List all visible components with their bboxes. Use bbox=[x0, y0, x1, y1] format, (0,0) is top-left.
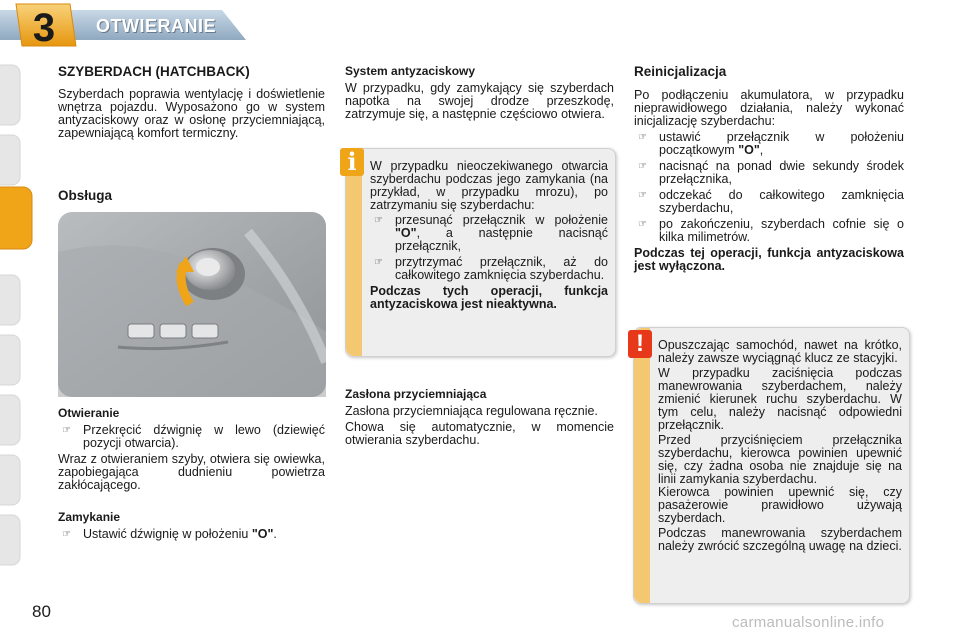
info-step-1: ☞ przesunąć przełącznik w położenie "O", a następnie nacisnąć przełącznik, bbox=[374, 213, 608, 253]
zamykanie-step: ☞ Ustawić dźwignię w położeniu "O". bbox=[62, 527, 277, 541]
otwieranie-text: Wraz z otwieraniem szyby, otwiera się owiewka, zapobiegająca dudnieniu powietrza zakłócającego. bbox=[58, 452, 325, 492]
system-title: System antyzaciskowy bbox=[345, 64, 476, 78]
otwieranie-step: ☞ Przekręcić dźwignię w lewo (dziewięć pozycji otwarcia). bbox=[62, 423, 325, 450]
reinit-step-2: ☞ nacisnąć na ponad dwie sekundy środek przełącznika, bbox=[638, 159, 904, 186]
reinit-step-3: ☞ odczekać do całkowitego zamknięcia szyberdachu, bbox=[638, 188, 904, 215]
section-title: SZYBERDACH (HATCHBACK) bbox=[58, 64, 250, 79]
warning-p4: Kierowca powinien upewnić się, czy pasażerowie prawidłowo używają szyberdach. bbox=[658, 485, 902, 525]
bullet-icon: ☞ bbox=[374, 257, 383, 268]
warning-p5: Podczas manewrowania szyberdachem należy zwrócić szczególną uwagę na dzieci. bbox=[658, 526, 902, 553]
bullet-icon: ☞ bbox=[638, 161, 647, 172]
bullet-icon: ☞ bbox=[638, 190, 647, 201]
bullet-icon: ☞ bbox=[638, 132, 647, 143]
reinit-step-1: ☞ ustawić przełącznik w położeniu początkowym "O", bbox=[638, 130, 904, 157]
reinit-note: Podczas tej operacji, funkcja antyzaciskowa jest wyłączona. bbox=[634, 246, 904, 273]
reinit-step-4: ☞ po zakończeniu, szyberdach cofnie się o kilka milimetrów. bbox=[638, 217, 904, 244]
info-step-2: ☞ przytrzymać przełącznik, aż do całkowitego zamknięcia szyberdachu. bbox=[374, 255, 608, 282]
intro-text: Szyberdach poprawia wentylację i doświetlenie wnętrza pojazdu. Wyposażono go w system antyzaciskowy oraz w osłonę przyciemniającą, zapewniającą komfort termiczny. bbox=[58, 87, 325, 140]
warning-p3: Przed przyciśnięciem przełącznika szyberdachu, kierowca powinien upewnić się, czy żadna osoba nie znajduje się na linii zamykania szyberdachu. bbox=[658, 433, 902, 486]
bullet-icon: ☞ bbox=[62, 529, 71, 540]
bullet-icon: ☞ bbox=[638, 219, 647, 230]
sunroof-switch-photo bbox=[58, 212, 326, 397]
chapter-number: 3 bbox=[32, 6, 56, 50]
warning-p2: W przypadku zaciśnięcia podczas manewrowania szyberdachem, należy zmienić kierunek ruchu szyberdachu. W tym celu, należy nacisnąć odpowiedni przełącznik. bbox=[658, 366, 902, 432]
info-intro: W przypadku nieoczekiwanego otwarcia szyberdachu podczas jego zamykania (na przykład, w przypadku mrozu), po zatrzymaniu się szyberdachu: bbox=[370, 159, 608, 212]
system-text: W przypadku, gdy zamykający się szyberdach napotka na swojej drodze przeszkodę, zatrzymuje się, a następnie częściowo otwiera. bbox=[345, 81, 614, 121]
watermark: carmanualsonline.info bbox=[732, 614, 885, 631]
side-tabs bbox=[0, 55, 36, 585]
page-number: 80 bbox=[32, 602, 51, 621]
otwieranie-title: Otwieranie bbox=[58, 406, 120, 420]
zaslona-text-1: Zasłona przyciemniająca regulowana ręcznie. bbox=[345, 404, 598, 418]
zamykanie-title: Zamykanie bbox=[58, 510, 121, 524]
warning-p1: Opuszczając samochód, nawet na krótko, należy zawsze wyciągnąć klucz ze stacyjki. bbox=[658, 338, 902, 365]
active-chapter-tab bbox=[0, 187, 32, 249]
zaslona-title: Zasłona przyciemniająca bbox=[345, 387, 487, 401]
reinit-title: Reinicjalizacja bbox=[634, 64, 727, 79]
bullet-icon: ☞ bbox=[374, 215, 383, 226]
chapter-title: OTWIERANIE bbox=[96, 16, 216, 36]
bullet-icon: ☞ bbox=[62, 425, 71, 436]
warning-icon: ! bbox=[628, 330, 652, 358]
info-note: Podczas tych operacji, funkcja antyzaciskowa jest nieaktywna. bbox=[370, 284, 608, 311]
info-icon: i bbox=[340, 148, 364, 176]
obsluga-title: Obsługa bbox=[58, 188, 113, 203]
zaslona-text-2: Chowa się automatycznie, w momencie otwierania szyberdachu. bbox=[345, 420, 614, 447]
reinit-intro: Po podłączeniu akumulatora, w przypadku nieprawidłowego działania, należy wykonać inicjalizację szyberdachu: bbox=[634, 88, 904, 128]
